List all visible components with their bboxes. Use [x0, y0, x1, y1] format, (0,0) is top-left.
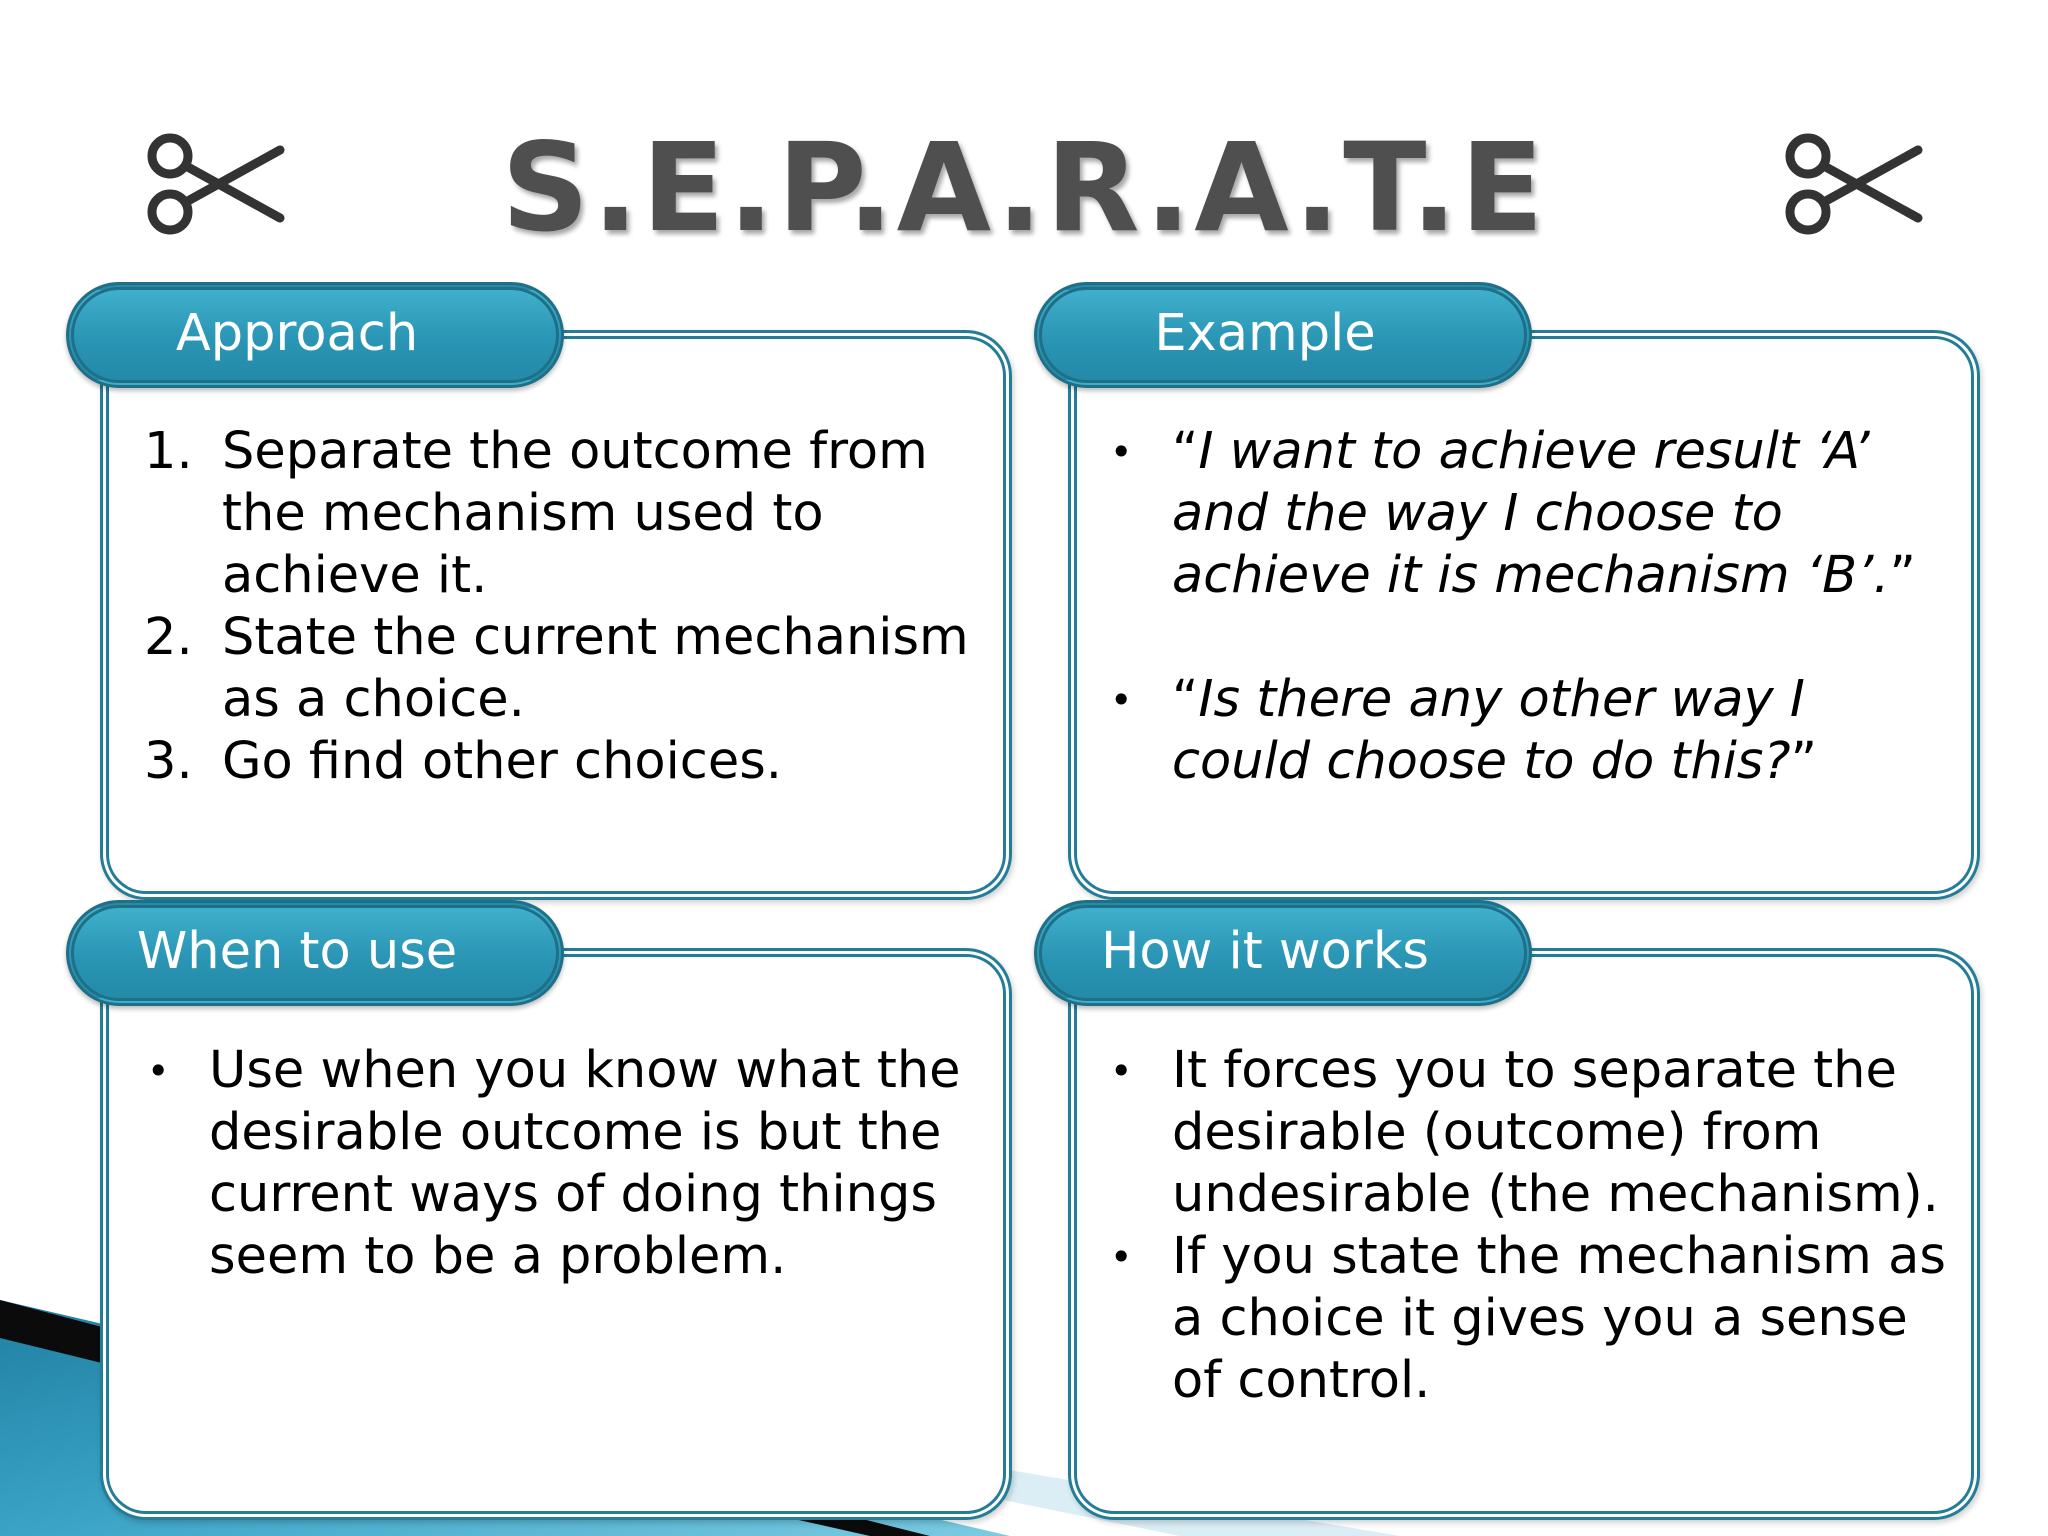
approach-tab [66, 282, 564, 388]
close-quote: ” [1889, 546, 1916, 605]
example-tab [1034, 282, 1532, 388]
how-content [1110, 1040, 1946, 1412]
item-line: Go find other choices. [222, 732, 782, 791]
item-line [1172, 421, 1916, 483]
item-line [1172, 731, 1916, 793]
item-line: undesirable (the mechanism). [1172, 1165, 1939, 1224]
bullet-icon: • [147, 1049, 170, 1093]
example-content [1110, 421, 1916, 793]
open-quote: “ [1172, 670, 1199, 729]
item-line [1172, 483, 1916, 545]
item-line: a choice it gives you a sense [1172, 1289, 1908, 1348]
when-tab [66, 900, 564, 1006]
how-item [1110, 1226, 1946, 1412]
how-list [1110, 1040, 1946, 1412]
quote-text: and the way I choose to [1172, 484, 1783, 543]
quote-text: could choose to do this? [1172, 732, 1791, 791]
item-number: 2. [144, 608, 193, 667]
quote-text: I want to achieve result ‘A’ [1198, 422, 1870, 481]
example-item [1110, 421, 1916, 607]
item-line: as a choice. [222, 670, 525, 729]
example-tab-label: Example [1154, 304, 1376, 363]
when-tab-label: When to use [136, 922, 458, 981]
item-number: 1. [144, 422, 193, 481]
when-list [147, 1040, 961, 1288]
item-line [1172, 669, 1916, 731]
approach-item [144, 731, 969, 793]
how-tab [1034, 900, 1532, 1006]
quote-text: Is there any other way I [1198, 670, 1805, 729]
item-number: 3. [144, 732, 193, 791]
item-line: desirable outcome is but the [209, 1103, 942, 1162]
bullet-icon: • [1110, 678, 1133, 722]
item-line: of control. [1172, 1351, 1431, 1410]
item-line: State the current mechanism [222, 608, 969, 667]
quote-text: achieve it is mechanism ‘B’. [1172, 546, 1890, 605]
item-line: It forces you to separate the [1172, 1041, 1897, 1100]
item-line: If you state the mechanism as [1172, 1227, 1946, 1286]
item-line: Use when you know what the [209, 1041, 961, 1100]
when-content [147, 1040, 961, 1288]
approach-content [144, 421, 969, 793]
how-item [1110, 1040, 1946, 1226]
bullet-icon: • [1110, 1235, 1133, 1279]
example-list [1110, 421, 1916, 793]
example-item [1110, 669, 1916, 793]
approach-item [144, 421, 969, 607]
page-title: S.E.P.A.R.A.T.E [501, 117, 1547, 259]
item-line: desirable (outcome) from [1172, 1103, 1822, 1162]
approach-item [144, 607, 969, 731]
bullet-icon: • [1110, 1049, 1133, 1093]
item-line: the mechanism used to [222, 484, 824, 543]
when-item [147, 1040, 961, 1288]
approach-tab-label: Approach [175, 304, 419, 363]
item-line: Separate the outcome from [222, 422, 928, 481]
item-line: current ways of doing things [209, 1165, 937, 1224]
open-quote: “ [1172, 422, 1199, 481]
bullet-icon: • [1110, 430, 1133, 474]
close-quote: ” [1790, 732, 1817, 791]
item-line: achieve it. [222, 546, 488, 605]
approach-list [144, 421, 969, 793]
item-line: seem to be a problem. [209, 1227, 787, 1286]
how-tab-label: How it works [1101, 922, 1429, 981]
item-line [1172, 545, 1916, 607]
